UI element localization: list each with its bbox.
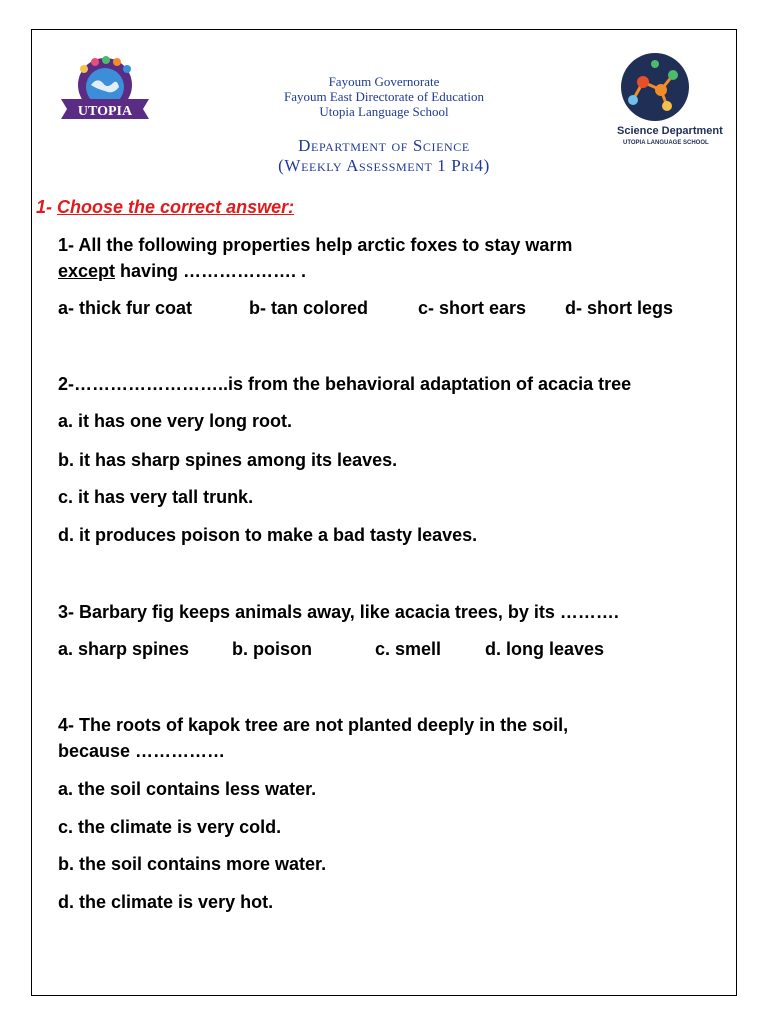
school-header bbox=[0, 74, 768, 119]
question-2-option-d[interactable]: d. it produces poison to make a bad tasty leaves. bbox=[58, 525, 478, 545]
question-1-option-c[interactable]: c- short ears bbox=[418, 298, 527, 318]
question-4-option-c[interactable]: c. the climate is very cold. bbox=[58, 817, 282, 837]
question-1-keyword: except bbox=[58, 261, 116, 281]
section-number: 1- bbox=[36, 197, 53, 217]
question-4-line-1: 4- The roots of kapok tree are not planted deeply in the soil, bbox=[58, 715, 569, 735]
directorate-line: Fayoum East Directorate of Education bbox=[284, 89, 484, 104]
question-2-option-b[interactable]: b. it has sharp spines among its leaves. bbox=[58, 450, 398, 470]
section-heading bbox=[36, 197, 294, 218]
question-4-option-a[interactable]: a. the soil contains less water. bbox=[58, 779, 317, 799]
assessment-title: (Weekly Assessment 1 Pri4) bbox=[278, 156, 490, 175]
question-3-option-c[interactable]: c. smell bbox=[375, 639, 442, 659]
question-1-option-a[interactable]: a- thick fur coat bbox=[58, 298, 193, 318]
question-2-line-1: 2-……………………..is from the behavioral adaptation of acacia tree bbox=[58, 374, 632, 394]
science-logo-title: Science Department bbox=[617, 125, 723, 137]
question-1-line-2 bbox=[58, 259, 306, 283]
governorate-line: Fayoum Governorate bbox=[328, 74, 440, 89]
question-4-option-d[interactable]: d. the climate is very hot. bbox=[58, 892, 274, 912]
utopia-logo-text: UTOPIA bbox=[77, 104, 133, 119]
question-3-option-b[interactable]: b. poison bbox=[232, 639, 312, 659]
question-1-option-d[interactable]: d- short legs bbox=[565, 298, 674, 318]
question-2-option-c[interactable]: c. it has very tall trunk. bbox=[58, 487, 254, 507]
question-2-option-a[interactable]: a. it has one very long root. bbox=[58, 411, 293, 431]
question-3-option-a[interactable]: a. sharp spines bbox=[58, 639, 190, 659]
question-1-option-b[interactable]: b- tan colored bbox=[249, 298, 369, 318]
question-1-line-1: 1- All the following properties help arctic foxes to stay warm bbox=[58, 235, 573, 255]
question-4-option-b[interactable]: b. the soil contains more water. bbox=[58, 854, 327, 874]
department-title: Department of Science bbox=[298, 136, 470, 155]
department-header bbox=[0, 136, 768, 176]
section-title: Choose the correct answer: bbox=[57, 197, 295, 217]
school-name-line: Utopia Language School bbox=[319, 104, 449, 119]
question-1-line-2-rest: having ………………. . bbox=[115, 261, 307, 281]
science-logo-subtitle: UTOPIA LANGUAGE SCHOOL bbox=[623, 140, 709, 146]
question-3-option-d[interactable]: d. long leaves bbox=[485, 639, 605, 659]
question-4-line-2: because …………… bbox=[58, 741, 226, 761]
question-3-line-1: 3- Barbary fig keeps animals away, like acacia trees, by its ………. bbox=[58, 602, 619, 622]
